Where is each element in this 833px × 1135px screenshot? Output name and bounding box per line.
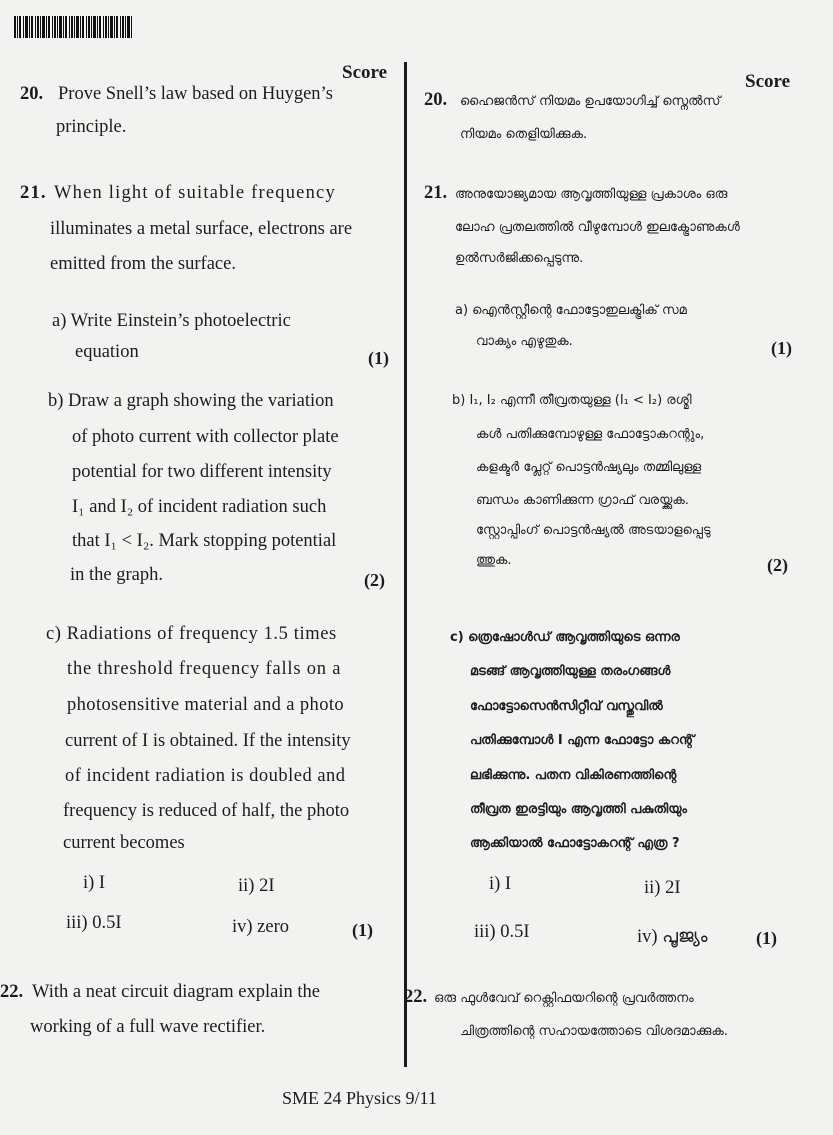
q20-text-line-2: principle. (56, 117, 127, 137)
q21c-ml-option-ii: ii) 2I (644, 878, 681, 898)
q21c-ml-line-2: മടങ്ങ് ആവൃത്തിയുള്ള തരംഗങ്ങൾ (470, 664, 671, 679)
q21c-text-line-2: the threshold frequency falls on a (67, 659, 342, 679)
q21c-ml-option-iv: iv) പൂജ്യം (637, 927, 708, 947)
q21c-ml-line-4: പതിക്കുമ്പോൾ I എന്ന ഫോട്ടോ കറന്റ് (470, 733, 695, 748)
q21c-text-line-4: current of I is obtained. If the intensity (65, 731, 351, 751)
q21a-text-line-2: equation (75, 342, 139, 362)
page-footer: SME 24 Physics 9/11 (282, 1088, 437, 1108)
q21c-ml-line-5: ലഭിക്കുന്നു. പതന വികിരണത്തിന്റെ (470, 768, 677, 783)
q21c-text-line-3: photosensitive material and a photo (67, 695, 345, 715)
q21-ml-line-2: ലോഹ പ്രതലത്തിൽ വീഴുമ്പോൾ ഇലക്ട്രോണുകൾ (455, 220, 740, 235)
q21c-ml-line-3: ഫോട്ടോസെൻസിറ്റീവ് വസ്തുവിൽ (470, 699, 663, 714)
q21-ml-line-1: അനുയോജ്യമായ ആവൃത്തിയുള്ള പ്രകാശം ഒരു (455, 187, 728, 202)
q21-number-ml: 21. (424, 183, 448, 203)
q21-ml-line-3: ഉൽസർജിക്കപ്പെടുന്നു. (455, 251, 584, 266)
q21c-option-ii: ii) 2I (238, 876, 275, 896)
q21b-mark: (2) (364, 570, 385, 590)
barcode (14, 16, 132, 38)
q21c-ml-option-i: i) I (489, 874, 512, 894)
q22-ml-line-1: ഒരു ഫുൾവേവ് റെക്റ്റിഫയറിന്റെ പ്രവർത്തനം (434, 991, 694, 1006)
q22-text-line-2: working of a full wave rectifier. (30, 1017, 266, 1037)
q21b-ml-line-6: ത്തുക. (476, 553, 512, 568)
score-label-right: Score (745, 71, 791, 92)
q21b-ml-line-3: കളക്ടർ പ്ലേറ്റ് പൊട്ടൻഷ്യലും തമ്മിലുള്ള (476, 460, 702, 475)
q22-text-line-1: With a neat circuit diagram explain the (32, 982, 320, 1002)
q21b-ml-line-2: കൾ പതിക്കുമ്പോഴുള്ള ഫോട്ടോകറന്റും, (476, 427, 705, 442)
q20-ml-line-1: ഹൈജൻസ് നിയമം ഉപയോഗിച്ച് സ്നെൽസ് (460, 94, 721, 109)
q22-number-ml: 22. (404, 987, 428, 1007)
q21c-option-iv: iv) zero (232, 917, 290, 937)
q21-text-line-2: illuminates a metal surface, electrons are (50, 219, 353, 239)
q20-ml-line-2: നിയമം തെളിയിക്കുക. (460, 127, 588, 142)
q21c-text-line-5: of incident radiation is doubled and (65, 766, 346, 786)
q22-ml-line-2: ചിത്രത്തിന്റെ സഹായത്തോടെ വിശദമാക്കുക. (460, 1024, 728, 1039)
q21b-ml-line-5: സ്റ്റോപ്പിംഗ് പൊട്ടൻഷ്യൽ അടയാളപ്പെടു (476, 523, 711, 538)
column-divider (404, 62, 407, 1067)
score-label-left: Score (342, 62, 388, 83)
q20-number: 20. (20, 84, 44, 104)
q21a-mark-ml: (1) (771, 338, 792, 358)
q21b-ml-line-4: ബന്ധം കാണിക്കുന്ന ഗ്രാഫ് വരയ്ക്കുക. (476, 493, 689, 508)
q21c-option-i: i) I (83, 873, 106, 893)
q21c-mark: (1) (352, 920, 373, 940)
q21b-text-line-4: I₁ and I₂ of incident radiation such (72, 497, 327, 517)
q21c-ml-line-7: ആക്കിയാൽ ഫോട്ടോകറന്റ് എത്ര ? (470, 836, 680, 851)
q21-text-line-1: When light of suitable frequency (54, 183, 336, 203)
q21a-ml-line-1: a) ഐൻസ്റ്റീന്റെ ഫോട്ടോഇലക്ട്രിക് സമ (455, 303, 687, 318)
q21b-text-line-1: b) Draw a graph showing the variation (48, 391, 334, 411)
q21c-text-line-6: frequency is reduced of half, the photo (63, 801, 350, 821)
q21b-mark-ml: (2) (767, 555, 788, 575)
q21-text-line-3: emitted from the surface. (50, 254, 236, 274)
q20-text-line-1: Prove Snell’s law based on Huygen’s (58, 84, 333, 104)
q21-number: 21. (20, 183, 47, 203)
q21c-option-iii: iii) 0.5I (66, 913, 122, 933)
q21c-text-line-7: current becomes (63, 833, 185, 853)
q21b-ml-line-1: b) I₁, I₂ എന്നീ തീവ്രതയുള്ള (I₁ < I₂) രശ്മി (452, 393, 692, 408)
q21c-text-line-1: c) Radiations of frequency 1.5 times (46, 624, 337, 644)
q21b-text-line-6: in the graph. (70, 565, 163, 585)
q21b-text-line-2: of photo current with collector plate (72, 427, 339, 447)
q21c-ml-line-6: തീവ്രത ഇരട്ടിയും ആവൃത്തി പകുതിയും (470, 802, 687, 817)
q21c-ml-option-iii: iii) 0.5I (474, 922, 530, 942)
q20-number-ml: 20. (424, 90, 448, 110)
q21a-mark: (1) (368, 348, 389, 368)
q22-number: 22. (0, 982, 24, 1002)
q21a-ml-line-2: വാക്യം എഴുതുക. (476, 334, 573, 349)
q21c-ml-line-1: c) ത്രെഷോൾഡ് ആവൃത്തിയുടെ ഒന്നര (450, 630, 680, 645)
q21b-text-line-3: potential for two different intensity (72, 462, 332, 482)
q21a-text-line-1: a) Write Einstein’s photoelectric (52, 311, 291, 331)
q21b-text-line-5: that I₁ < I₂. Mark stopping potential (72, 531, 337, 551)
q21c-mark-ml: (1) (756, 928, 777, 948)
